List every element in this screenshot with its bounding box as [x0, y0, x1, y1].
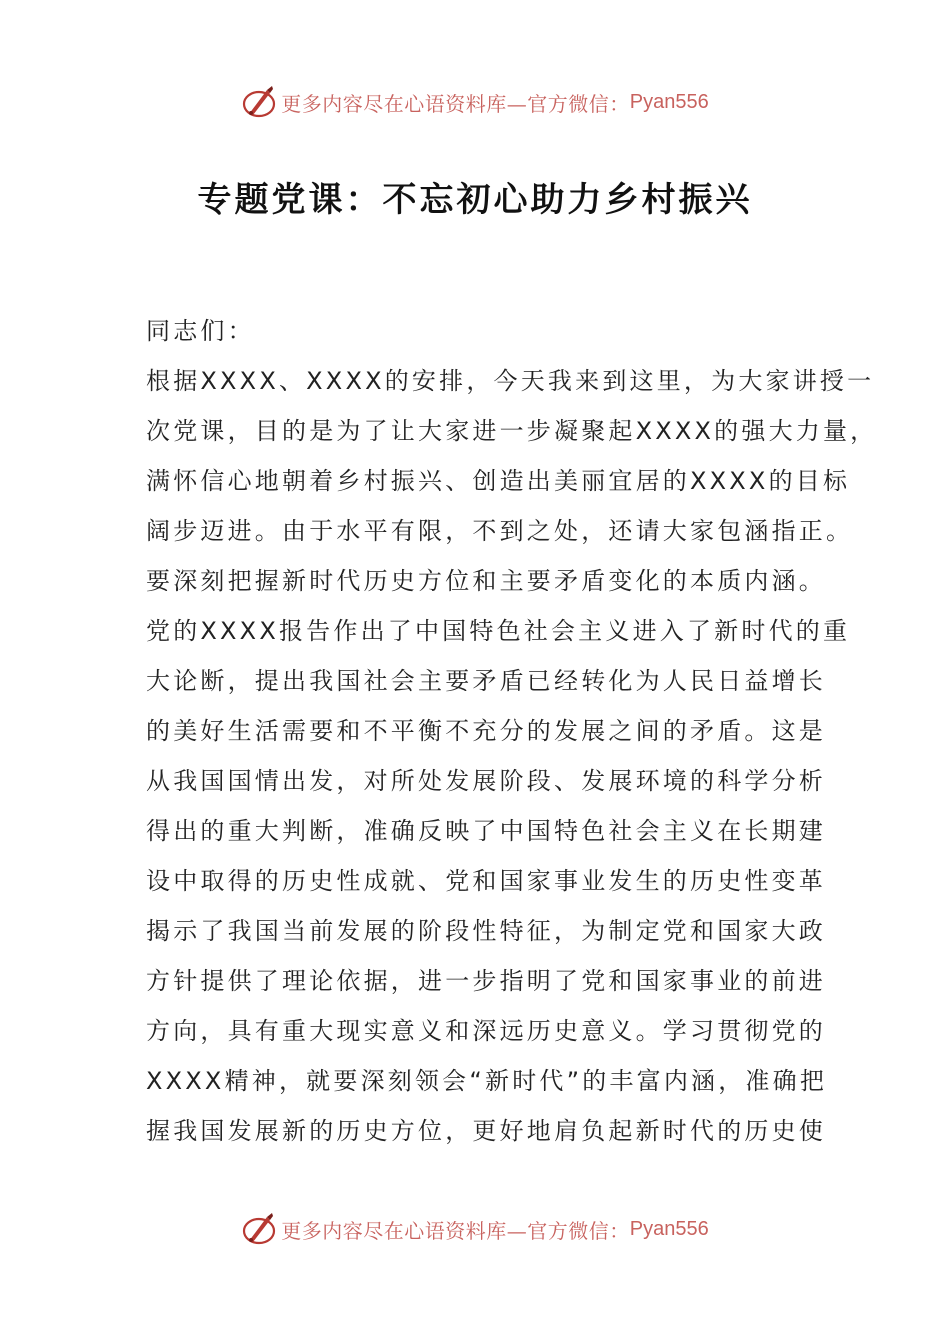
quill-pen-logo-icon [241, 1211, 277, 1247]
text-line: 从我国国情出发，对所处发展阶段、发展环境的科学分析 [146, 767, 826, 795]
text-line: 方向，具有重大现实意义和深远历史意义。学习贯彻党的 [146, 1017, 826, 1045]
text-line: 揭示了我国当前发展的阶段性特征，为制定党和国家大政 [146, 917, 826, 945]
text-line: 得出的重大判断，准确反映了中国特色社会主义在长期建 [146, 817, 826, 845]
text-line: 同志们： [146, 317, 255, 345]
text-line: 根据XXXX、XXXX的安排，今天我来到这里，为大家讲授一 [146, 367, 875, 395]
quill-pen-logo-icon [241, 84, 277, 120]
text-line: 设中取得的历史性成就、党和国家事业发生的历史性变革 [146, 867, 826, 895]
text-line: 次党课，目的是为了让大家进一步凝聚起XXXX的强大力量， [146, 417, 878, 445]
text-line: 握我国发展新的历史方位，更好地肩负起新时代的历史使 [146, 1117, 826, 1145]
text-line: 的美好生活需要和不平衡不充分的发展之间的矛盾。这是 [146, 717, 826, 745]
text-line: 大论断，提出我国社会主要矛盾已经转化为人民日益增长 [146, 667, 826, 695]
text-line: 方针提供了理论依据，进一步指明了党和国家事业的前进 [146, 967, 826, 995]
wechat-id: Pyan556 [629, 1217, 709, 1240]
document-title: 专题党课：不忘初心助力乡村振兴 [197, 180, 753, 220]
text-line: 党的XXXX报告作出了中国特色社会主义进入了新时代的重 [146, 617, 851, 645]
document-body [146, 306, 878, 1156]
text-line: XXXX精神，就要深刻领会“新时代”的丰富内涵，准确把 [146, 1067, 828, 1095]
banner-text: 更多内容尽在心语资料库—官方微信： [281, 1218, 630, 1243]
banner-text: 更多内容尽在心语资料库—官方微信： [281, 91, 630, 116]
text-line: 要深刻把握新时代历史方位和主要矛盾变化的本质内涵。 [146, 567, 826, 595]
text-line: 满怀信心地朝着乡村振兴、创造出美丽宜居的XXXX的目标 [146, 467, 851, 495]
header-banner [0, 82, 950, 122]
wechat-id: Pyan556 [629, 90, 709, 113]
footer-banner [0, 1209, 950, 1249]
text-line: 阔步迈进。由于水平有限，不到之处，还请大家包涵指正。 [146, 517, 854, 545]
